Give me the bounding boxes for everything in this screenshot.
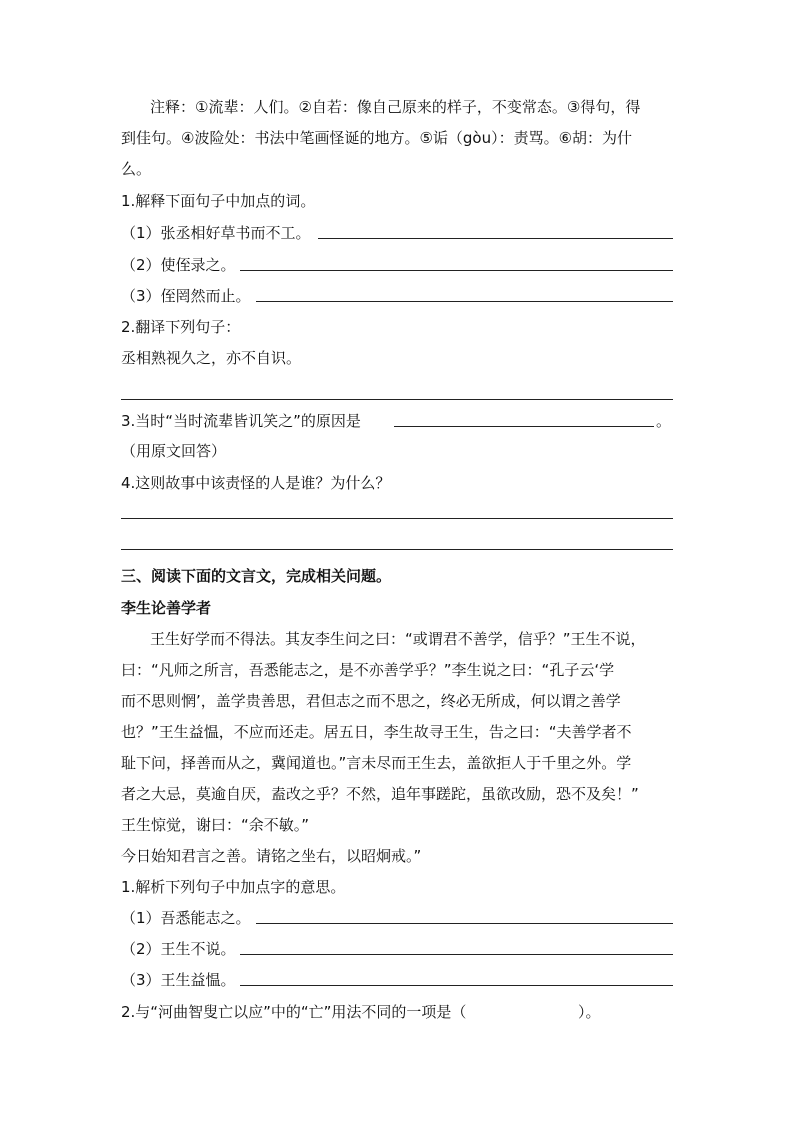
section-heading: 三、阅读下面的文言文，完成相关问题。 xyxy=(121,567,392,585)
passage-line-8: 今日始知君言之善。请铭之坐右，以昭炯戒。” xyxy=(121,847,422,865)
question-3: 3.当时“当时流辈皆讥笑之”的原因是 xyxy=(121,412,361,430)
answer-line-3[interactable] xyxy=(394,426,654,427)
part3-question-2: 2.与“河曲智叟亡以应”中的“亡”用法不同的一项是（ xyxy=(121,1003,467,1021)
answer-line-2[interactable] xyxy=(121,399,673,400)
part3-answer-line-1[interactable] xyxy=(256,923,673,924)
answer-line-4-1[interactable] xyxy=(121,518,673,519)
question-2-sentence: 丞相熟视久之，亦不自识。 xyxy=(121,349,302,367)
notes-line-1: 注释：①流辈：人们。②自若：像自己原来的样子，不变常态。③得句，得 xyxy=(150,98,641,116)
answer-line-4-2[interactable] xyxy=(121,549,673,550)
question-1-item-1: （1）张丞相好草书而不工。 xyxy=(121,224,311,242)
part3-answer-line-2[interactable] xyxy=(240,954,673,955)
part3-question-1-item-2: （2）王生不说。 xyxy=(121,940,236,958)
part3-question-1-item-1: （1）吾悉能志之。 xyxy=(121,909,251,927)
question-1: 1.解释下面句子中加点的词。 xyxy=(121,192,316,210)
question-4: 4.这则故事中该责怪的人是谁？为什么？ xyxy=(121,474,391,492)
passage-line-4: 也？”王生益愠，不应而还走。居五日，李生故寻王生，告之曰：“夫善学者不 xyxy=(121,723,632,741)
part3-question-1-item-3: （3）王生益愠。 xyxy=(121,971,236,989)
question-3-end: 。 xyxy=(656,412,672,430)
passage-line-2: 曰：“凡师之所言，吾悉能志之，是不亦善学乎？”李生说之曰：“孔子云‘学 xyxy=(121,661,615,679)
passage-line-6: 者之大忌，莫逾自厌，盍改之乎？不然，追年事蹉跎，虽欲改励，恐不及矣！” xyxy=(121,785,639,803)
notes-line-3: 么。 xyxy=(121,160,152,178)
question-2: 2.翻译下列句子： xyxy=(121,318,241,336)
passage-line-7: 王生惊觉，谢曰：“余不敏。” xyxy=(121,816,310,834)
answer-line-1-1[interactable] xyxy=(318,238,673,239)
part3-question-1: 1.解析下列句子中加点字的意思。 xyxy=(121,878,346,896)
question-1-item-3: （3）侄罔然而止。 xyxy=(121,287,251,305)
part3-answer-line-3[interactable] xyxy=(240,985,673,986)
question-1-item-2: （2）使侄录之。 xyxy=(121,256,236,274)
passage-line-3: 而不思则惘’，盖学贵善思，君但志之而不思之，终必无所成，何以谓之善学 xyxy=(121,692,621,710)
passage-title: 李生论善学者 xyxy=(121,599,212,617)
passage-line-5: 耻下问，择善而从之，冀闻道也。”言未尽而王生去，盖欲拒人于千里之外。学 xyxy=(121,754,632,772)
question-3-note: （用原文回答） xyxy=(121,442,227,460)
notes-line-2: 到佳句。④波险处：书法中笔画怪诞的地方。⑤诟（gòu）：责骂。⑥胡：为什 xyxy=(121,129,633,147)
part3-question-2-end: ）。 xyxy=(578,1003,601,1021)
passage-line-1: 王生好学而不得法。其友李生问之曰：“或谓君不善学，信乎？”王生不说， xyxy=(150,630,646,648)
answer-line-1-3[interactable] xyxy=(256,301,673,302)
answer-line-1-2[interactable] xyxy=(240,270,673,271)
